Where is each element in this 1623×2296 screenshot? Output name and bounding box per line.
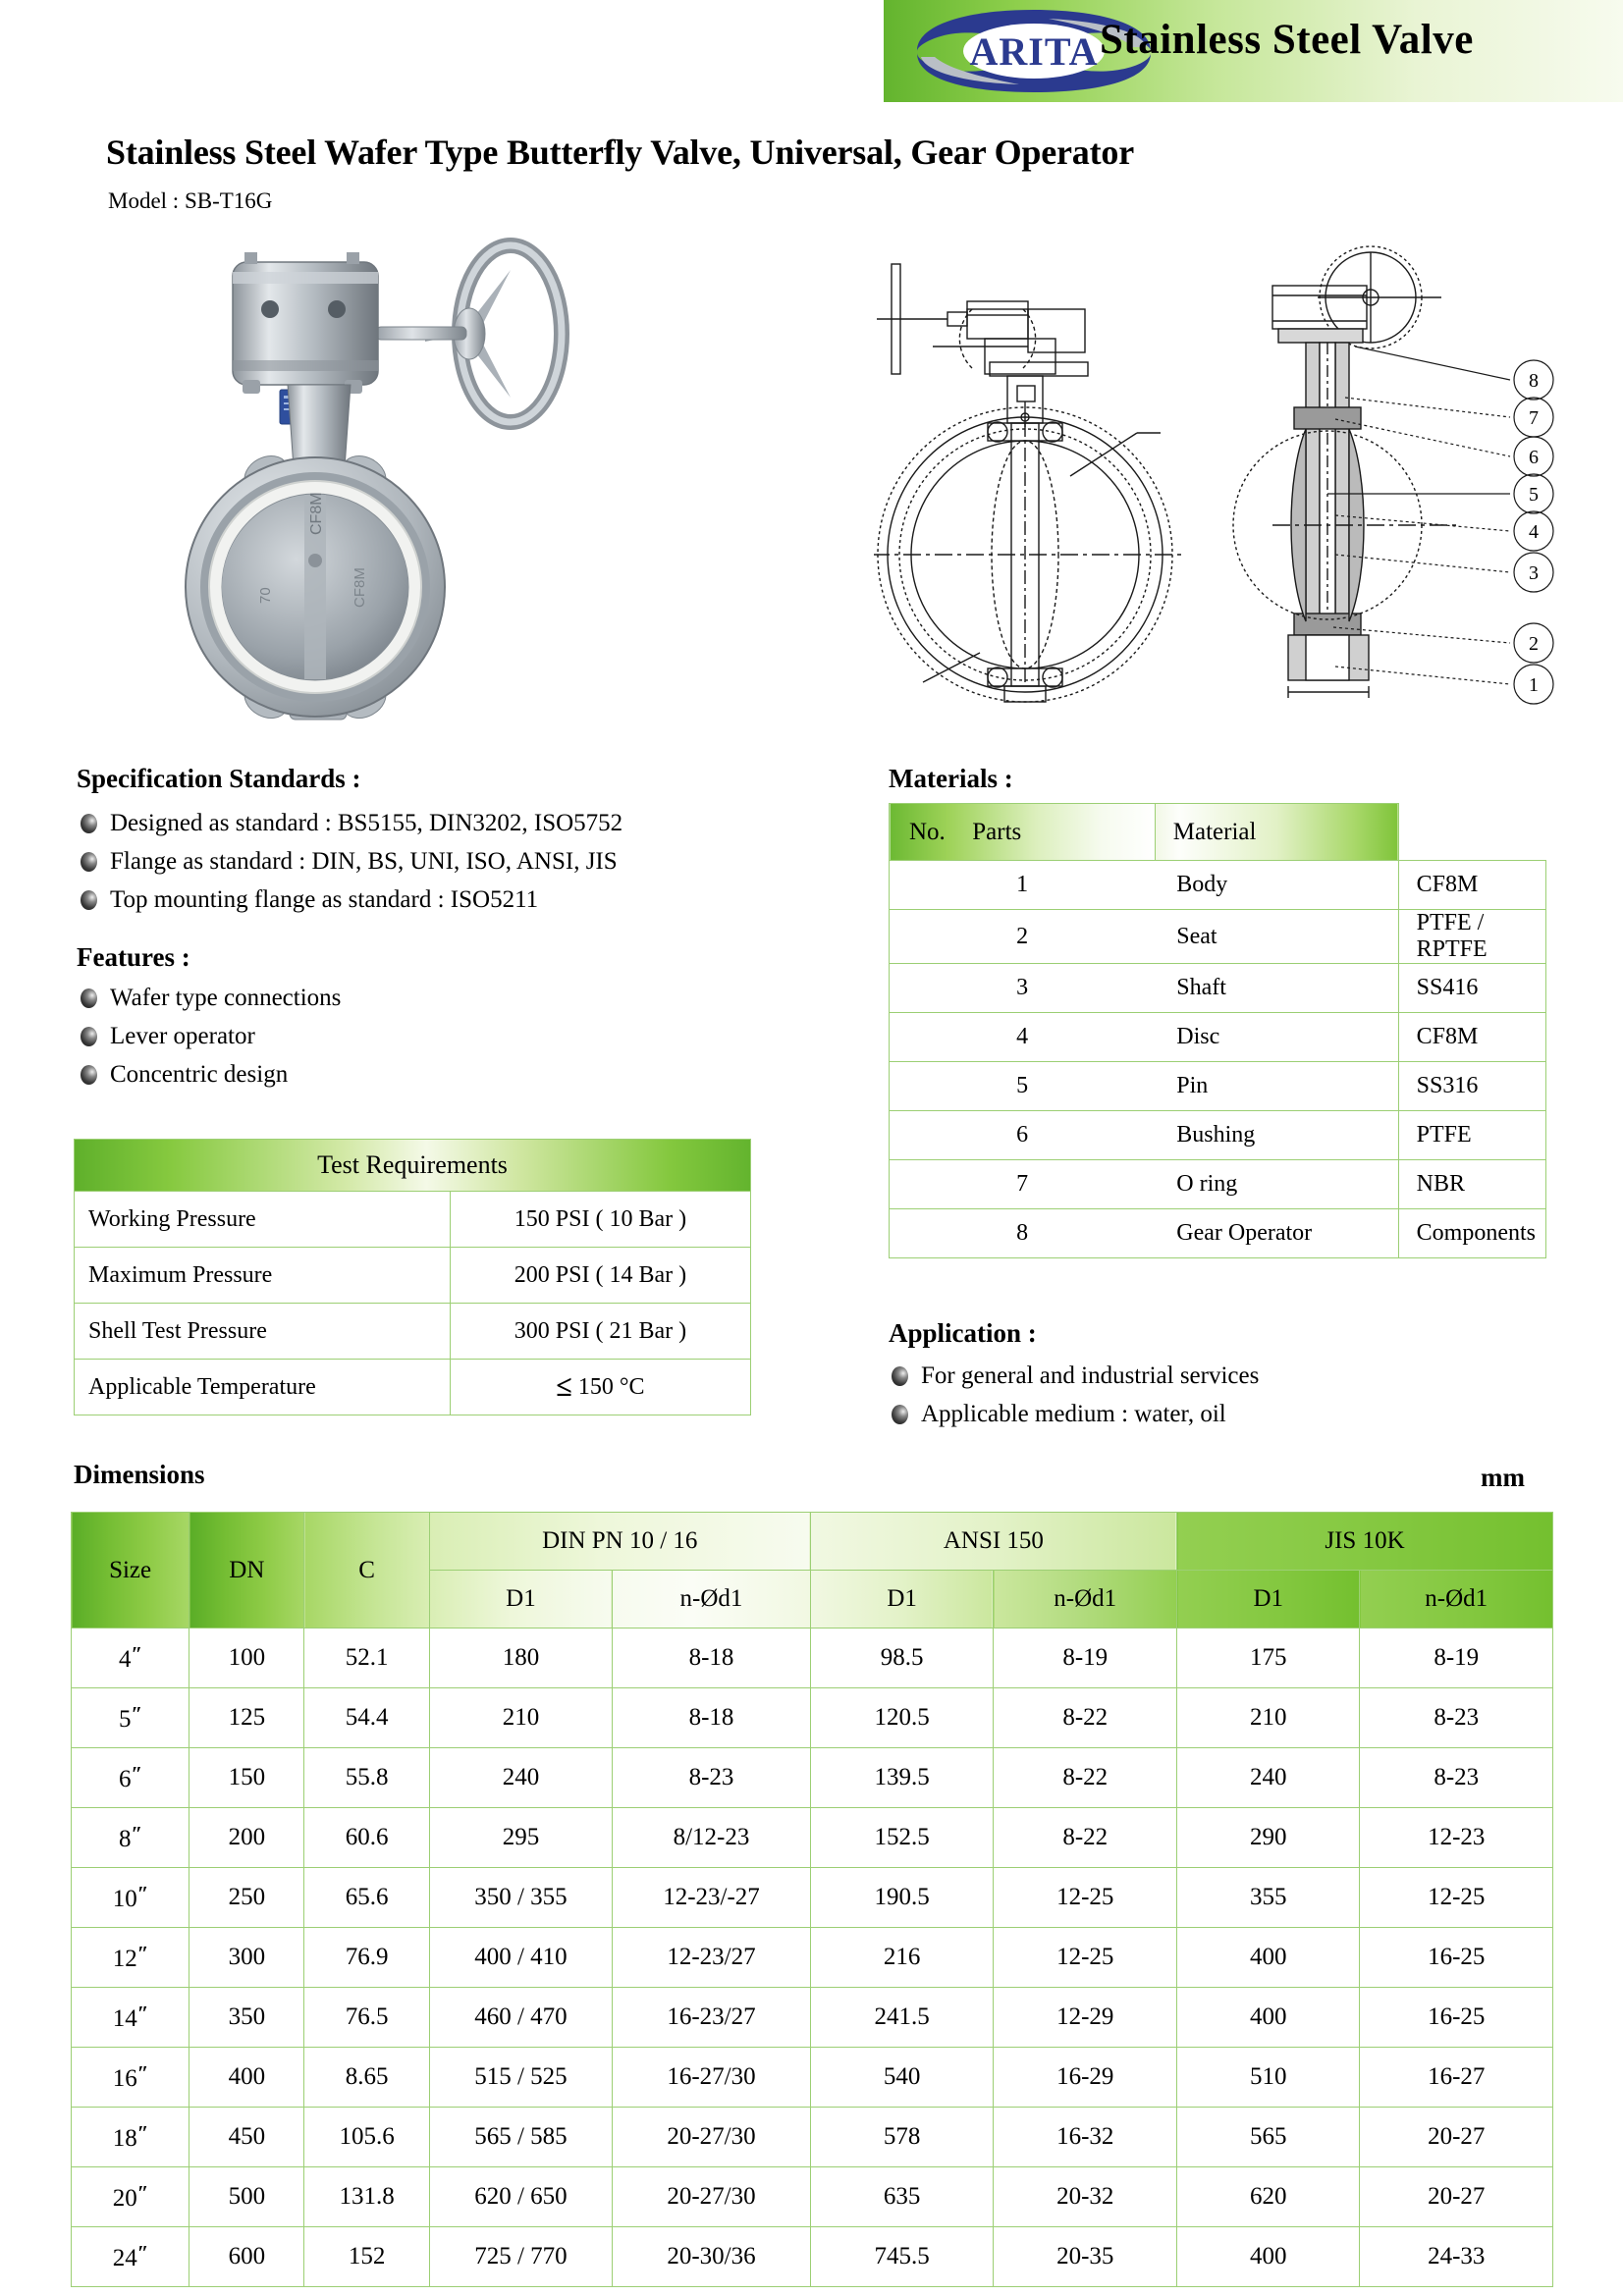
cell-jis-d1: 400	[1177, 1988, 1360, 2048]
subheader-jis-d1: D1	[1177, 1571, 1360, 1629]
table-header-row	[75, 1140, 751, 1192]
cell-din-nd: 20-27/30	[613, 2167, 811, 2227]
cell-material: CF8M	[1398, 861, 1545, 910]
dimensions-table	[71, 1512, 1553, 2287]
cell-jis-nd: 20-27	[1360, 2108, 1553, 2167]
column-header-dn: DN	[189, 1513, 304, 1629]
cell-size: 5″	[72, 1688, 189, 1748]
cell-part: Seat	[1155, 910, 1398, 964]
row-label: Shell Test Pressure	[75, 1304, 451, 1360]
cell-no: 4	[890, 1013, 1156, 1062]
column-header-ansi: ANSI 150	[810, 1513, 1176, 1571]
features-list	[81, 982, 768, 1096]
test-requirements-table	[74, 1139, 751, 1415]
cell-c: 52.1	[304, 1629, 429, 1688]
cell-ansi-d1: 120.5	[810, 1688, 994, 1748]
gearbox	[233, 252, 378, 394]
table-row	[75, 1304, 751, 1360]
table-row	[72, 1748, 1553, 1808]
cell-no: 3	[890, 964, 1156, 1013]
table-row	[75, 1192, 751, 1248]
less-equal-icon: ≤	[556, 1370, 572, 1403]
cell-din-nd: 20-27/30	[613, 2108, 811, 2167]
list-item-label: Concentric design	[110, 1061, 289, 1088]
page-title: Stainless Steel Wafer Type Butterfly Valve, Universal, Gear Operator	[106, 133, 1134, 172]
table-row	[890, 964, 1546, 1013]
section-view-drawing	[1233, 246, 1461, 698]
product-photo	[172, 211, 584, 761]
callout-1: 1	[1529, 674, 1539, 696]
cell-jis-nd: 12-25	[1360, 1868, 1553, 1928]
cell-c: 65.6	[304, 1868, 429, 1928]
cell-ansi-d1: 635	[810, 2167, 994, 2227]
cell-dn: 125	[189, 1688, 304, 1748]
callout-2: 2	[1529, 633, 1539, 655]
cell-jis-nd: 16-25	[1360, 1928, 1553, 1988]
list-item	[81, 845, 866, 879]
cell-ansi-nd: 8-22	[994, 1748, 1177, 1808]
list-item	[81, 807, 866, 840]
cell-jis-nd: 12-23	[1360, 1808, 1553, 1868]
bullet-icon	[892, 1405, 908, 1424]
cell-din-d1: 725 / 770	[429, 2227, 612, 2287]
cell-din-nd: 20-30/36	[613, 2227, 811, 2287]
cell-ansi-d1: 139.5	[810, 1748, 994, 1808]
table-row	[72, 1928, 1553, 1988]
column-header-no-parts: No. Parts	[890, 804, 1156, 861]
table-header-row-top	[72, 1513, 1553, 1571]
cell-din-nd: 16-23/27	[613, 1988, 811, 2048]
table-row	[890, 910, 1546, 964]
cell-jis-d1: 175	[1177, 1629, 1360, 1688]
callout-5: 5	[1529, 484, 1539, 506]
list-item	[892, 1360, 1530, 1393]
cell-ansi-d1: 745.5	[810, 2227, 994, 2287]
cell-size: 14″	[72, 1988, 189, 2048]
cell-ansi-nd: 12-25	[994, 1928, 1177, 1988]
table-row	[72, 2048, 1553, 2108]
cell-part: O ring	[1155, 1160, 1398, 1209]
cell-c: 54.4	[304, 1688, 429, 1748]
subheader-ansi-nd: n-Ød1	[994, 1571, 1177, 1629]
table-row	[72, 1629, 1553, 1688]
cell-material: NBR	[1398, 1160, 1545, 1209]
bullet-icon	[81, 814, 97, 833]
cell-din-d1: 565 / 585	[429, 2108, 612, 2167]
cell-din-nd: 8-18	[613, 1688, 811, 1748]
table-row	[72, 2167, 1553, 2227]
cell-ansi-nd: 8-19	[994, 1629, 1177, 1688]
row-value: 150 PSI ( 10 Bar )	[450, 1192, 750, 1248]
cell-ansi-nd: 20-32	[994, 2167, 1177, 2227]
column-header-jis: JIS 10K	[1177, 1513, 1553, 1571]
application-heading: Application :	[889, 1318, 1037, 1348]
cell-dn: 250	[189, 1868, 304, 1928]
cell-din-d1: 295	[429, 1808, 612, 1868]
cell-material: SS416	[1398, 964, 1545, 1013]
cell-dn: 150	[189, 1748, 304, 1808]
table-row	[890, 1209, 1546, 1258]
bullet-icon	[81, 890, 97, 910]
cell-din-nd: 12-23/27	[613, 1928, 811, 1988]
row-value	[450, 1360, 750, 1415]
valve-body	[186, 449, 445, 725]
column-header-din: DIN PN 10 / 16	[429, 1513, 810, 1571]
cell-dn: 100	[189, 1629, 304, 1688]
cell-jis-d1: 510	[1177, 2048, 1360, 2108]
cell-material: CF8M	[1398, 1013, 1545, 1062]
features-heading: Features :	[77, 942, 190, 972]
cell-ansi-d1: 540	[810, 2048, 994, 2108]
cell-no: 1	[890, 861, 1156, 910]
cell-jis-nd: 16-25	[1360, 1988, 1553, 2048]
cell-dn: 200	[189, 1808, 304, 1868]
cell-jis-nd: 8-23	[1360, 1688, 1553, 1748]
cell-size: 10″	[72, 1868, 189, 1928]
cell-din-d1: 210	[429, 1688, 612, 1748]
engineering-drawings	[874, 231, 1581, 761]
cell-din-d1: 400 / 410	[429, 1928, 612, 1988]
cell-c: 8.65	[304, 2048, 429, 2108]
test-requirements-title: Test Requirements	[75, 1140, 751, 1192]
cell-no: 5	[890, 1062, 1156, 1111]
list-item	[81, 1058, 768, 1092]
table-row	[72, 2227, 1553, 2287]
list-item	[892, 1398, 1530, 1431]
svg-text:ARITA: ARITA	[969, 29, 1099, 74]
cell-dn: 300	[189, 1928, 304, 1988]
cell-material: Components	[1398, 1209, 1545, 1258]
cell-part: Bushing	[1155, 1111, 1398, 1160]
cell-jis-nd: 16-27	[1360, 2048, 1553, 2108]
cell-dn: 600	[189, 2227, 304, 2287]
subheader-din-nd: n-Ød1	[613, 1571, 811, 1629]
cell-part: Shaft	[1155, 964, 1398, 1013]
callout-7: 7	[1529, 407, 1539, 429]
page-header	[0, 0, 1623, 102]
cell-din-d1: 515 / 525	[429, 2048, 612, 2108]
table-row	[75, 1248, 751, 1304]
cell-din-d1: 350 / 355	[429, 1868, 612, 1928]
cell-jis-d1: 210	[1177, 1688, 1360, 1748]
cell-c: 152	[304, 2227, 429, 2287]
cell-jis-nd: 24-33	[1360, 2227, 1553, 2287]
table-row	[890, 1160, 1546, 1209]
front-view-drawing	[874, 264, 1186, 702]
spec-standards-heading: Specification Standards :	[77, 764, 361, 793]
list-item-label: Applicable medium : water, oil	[921, 1401, 1226, 1427]
cell-ansi-nd: 12-25	[994, 1868, 1177, 1928]
banner-title: Stainless Steel Valve	[1100, 17, 1474, 63]
cell-c: 76.5	[304, 1988, 429, 2048]
cell-din-d1: 460 / 470	[429, 1988, 612, 2048]
cell-din-nd: 12-23/-27	[613, 1868, 811, 1928]
table-row	[75, 1360, 751, 1415]
cell-no: 2	[890, 910, 1156, 964]
cell-material: SS316	[1398, 1062, 1545, 1111]
row-label: Working Pressure	[75, 1192, 451, 1248]
list-item-label: Lever operator	[110, 1023, 255, 1049]
cell-jis-d1: 565	[1177, 2108, 1360, 2167]
cell-part: Pin	[1155, 1062, 1398, 1111]
cell-c: 131.8	[304, 2167, 429, 2227]
cell-part: Body	[1155, 861, 1398, 910]
cell-ansi-d1: 152.5	[810, 1808, 994, 1868]
list-item-label: Designed as standard : BS5155, DIN3202, ISO5752	[110, 810, 623, 836]
cell-ansi-nd: 8-22	[994, 1688, 1177, 1748]
callout-6: 6	[1529, 447, 1539, 468]
cell-size: 24″	[72, 2227, 189, 2287]
cell-size: 20″	[72, 2167, 189, 2227]
cell-jis-d1: 620	[1177, 2167, 1360, 2227]
cell-jis-d1: 240	[1177, 1748, 1360, 1808]
callout-4: 4	[1529, 521, 1539, 543]
cell-material: PTFE	[1398, 1111, 1545, 1160]
cell-ansi-nd: 16-32	[994, 2108, 1177, 2167]
callout-3: 3	[1529, 562, 1539, 584]
list-item	[81, 883, 866, 917]
cell-jis-d1: 290	[1177, 1808, 1360, 1868]
cell-din-nd: 8/12-23	[613, 1808, 811, 1868]
bullet-icon	[81, 988, 97, 1008]
cell-size: 8″	[72, 1808, 189, 1868]
cell-size: 12″	[72, 1928, 189, 1988]
cell-material: PTFE / RPTFE	[1398, 910, 1545, 964]
svg-text:70: 70	[257, 587, 274, 604]
callout-8: 8	[1529, 370, 1539, 392]
cell-dn: 450	[189, 2108, 304, 2167]
cell-ansi-nd: 8-22	[994, 1808, 1177, 1868]
subheader-din-d1: D1	[429, 1571, 612, 1629]
list-item-label: Wafer type connections	[110, 985, 342, 1011]
column-header-size: Size	[72, 1513, 189, 1629]
subheader-ansi-d1: D1	[810, 1571, 994, 1629]
list-item	[81, 982, 768, 1015]
cell-din-nd: 8-18	[613, 1629, 811, 1688]
bullet-icon	[892, 1366, 908, 1386]
cell-ansi-d1: 216	[810, 1928, 994, 1988]
dimensions-table-wrap	[71, 1512, 1553, 2287]
svg-text:CF8M: CF8M	[352, 567, 368, 608]
cell-ansi-d1: 190.5	[810, 1868, 994, 1928]
cell-dn: 350	[189, 1988, 304, 2048]
cell-jis-d1: 400	[1177, 1928, 1360, 1988]
cell-c: 105.6	[304, 2108, 429, 2167]
list-item-label: Top mounting flange as standard : ISO5211	[110, 886, 539, 913]
cell-ansi-d1: 241.5	[810, 1988, 994, 2048]
cell-c: 76.9	[304, 1928, 429, 1988]
table-header-row	[890, 804, 1546, 861]
spec-standards-list	[81, 807, 866, 922]
cell-size: 16″	[72, 2048, 189, 2108]
cell-din-d1: 240	[429, 1748, 612, 1808]
cell-din-nd: 8-23	[613, 1748, 811, 1808]
cell-part: Gear Operator	[1155, 1209, 1398, 1258]
list-item-label: For general and industrial services	[921, 1362, 1260, 1389]
table-row	[72, 1868, 1553, 1928]
cell-ansi-nd: 16-29	[994, 2048, 1177, 2108]
cell-ansi-d1: 578	[810, 2108, 994, 2167]
cell-din-nd: 16-27/30	[613, 2048, 811, 2108]
cell-ansi-nd: 12-29	[994, 1988, 1177, 2048]
cell-size: 18″	[72, 2108, 189, 2167]
table-row	[72, 1688, 1553, 1748]
cell-ansi-d1: 98.5	[810, 1629, 994, 1688]
row-value: 300 PSI ( 21 Bar )	[450, 1304, 750, 1360]
bullet-icon	[81, 1027, 97, 1046]
dimensions-unit: mm	[1481, 1463, 1525, 1492]
cell-size: 6″	[72, 1748, 189, 1808]
cell-part: Disc	[1155, 1013, 1398, 1062]
row-value: 200 PSI ( 14 Bar )	[450, 1248, 750, 1304]
cell-jis-nd: 8-23	[1360, 1748, 1553, 1808]
subheader-jis-nd: n-Ød1	[1360, 1571, 1553, 1629]
cell-din-d1: 620 / 650	[429, 2167, 612, 2227]
model-number: Model : SB-T16G	[108, 188, 273, 213]
row-label: Maximum Pressure	[75, 1248, 451, 1304]
bullet-icon	[81, 852, 97, 872]
table-row	[72, 1988, 1553, 2048]
cell-jis-d1: 355	[1177, 1868, 1360, 1928]
table-row	[72, 2108, 1553, 2167]
materials-heading: Materials :	[889, 764, 1013, 793]
table-row	[890, 1111, 1546, 1160]
row-label: Applicable Temperature	[75, 1360, 451, 1415]
dimensions-label: Dimensions	[74, 1460, 205, 1489]
table-row	[890, 1062, 1546, 1111]
column-header-c: C	[304, 1513, 429, 1629]
column-header-material: Material	[1155, 804, 1398, 861]
row-value-text: 150 °C	[577, 1374, 645, 1400]
cell-no: 6	[890, 1111, 1156, 1160]
cell-no: 8	[890, 1209, 1156, 1258]
cell-dn: 500	[189, 2167, 304, 2227]
cell-jis-nd: 8-19	[1360, 1629, 1553, 1688]
list-item	[81, 1020, 768, 1053]
cell-jis-nd: 20-27	[1360, 2167, 1553, 2227]
cell-c: 60.6	[304, 1808, 429, 1868]
application-list	[892, 1360, 1530, 1436]
list-item-label: Flange as standard : DIN, BS, UNI, ISO, ANSI, JIS	[110, 848, 618, 875]
materials-table	[889, 803, 1546, 1258]
cell-no: 7	[890, 1160, 1156, 1209]
cell-c: 55.8	[304, 1748, 429, 1808]
table-row	[890, 861, 1546, 910]
svg-text:CF8M: CF8M	[308, 492, 325, 535]
cell-size: 4″	[72, 1629, 189, 1688]
cell-din-d1: 180	[429, 1629, 612, 1688]
cell-dn: 400	[189, 2048, 304, 2108]
cell-ansi-nd: 20-35	[994, 2227, 1177, 2287]
bullet-icon	[81, 1065, 97, 1085]
table-row	[890, 1013, 1546, 1062]
cell-jis-d1: 400	[1177, 2227, 1360, 2287]
table-row	[72, 1808, 1553, 1868]
